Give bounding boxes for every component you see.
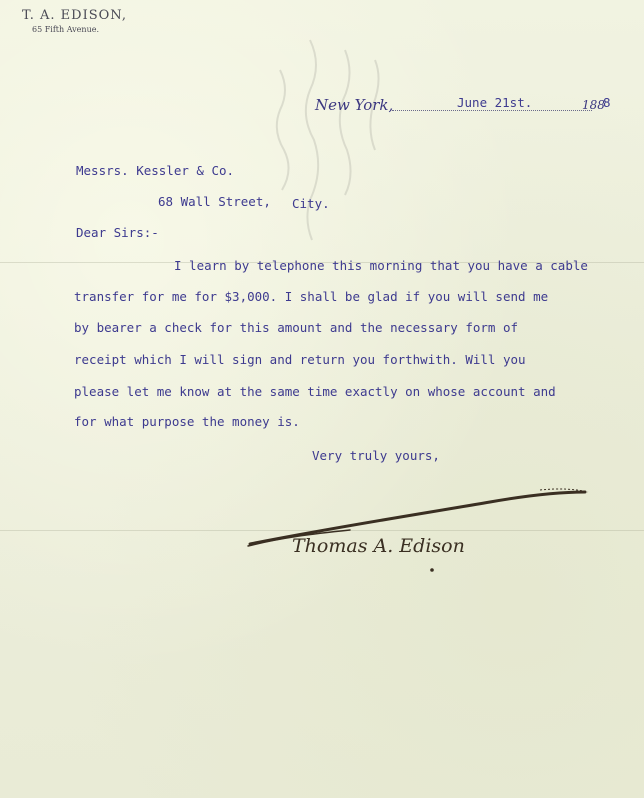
body-line: please let me know at the same time exactly on whose account and bbox=[74, 384, 556, 399]
body-line: by bearer a check for this amount and the necessary form of bbox=[74, 320, 519, 335]
svg-text:Thomas A. Edison: Thomas A. Edison bbox=[292, 535, 465, 557]
dateline-year-suffix: 8 bbox=[603, 95, 611, 110]
body-line: I learn by telephone this morning that you have a cable bbox=[174, 258, 588, 273]
letterhead bbox=[22, 8, 127, 34]
letterhead-address: 65 Fifth Avenue. bbox=[32, 25, 99, 34]
dateline-rule bbox=[392, 110, 592, 111]
body-line: for what purpose the money is. bbox=[74, 414, 300, 429]
recipient-street: 68 Wall Street, bbox=[158, 194, 271, 209]
bleed-through-marks bbox=[260, 30, 400, 260]
body-line: transfer for me for $3,000. I shall be glad if you will send me bbox=[74, 289, 549, 304]
dateline-date: June 21st. bbox=[457, 95, 533, 110]
body-line: receipt which I will sign and return you forthwith. Will you bbox=[74, 352, 526, 367]
recipient-line-1: Messrs. Kessler & Co. bbox=[76, 163, 235, 178]
dateline-year-prefix: 188 bbox=[582, 98, 605, 112]
signature bbox=[240, 478, 600, 578]
closing: Very truly yours, bbox=[312, 448, 440, 463]
recipient-city: City. bbox=[292, 196, 330, 211]
letterhead-name: T. A. EDISON, bbox=[22, 8, 127, 23]
salutation: Dear Sirs:- bbox=[76, 225, 159, 240]
dateline-place: New York, bbox=[315, 96, 394, 114]
